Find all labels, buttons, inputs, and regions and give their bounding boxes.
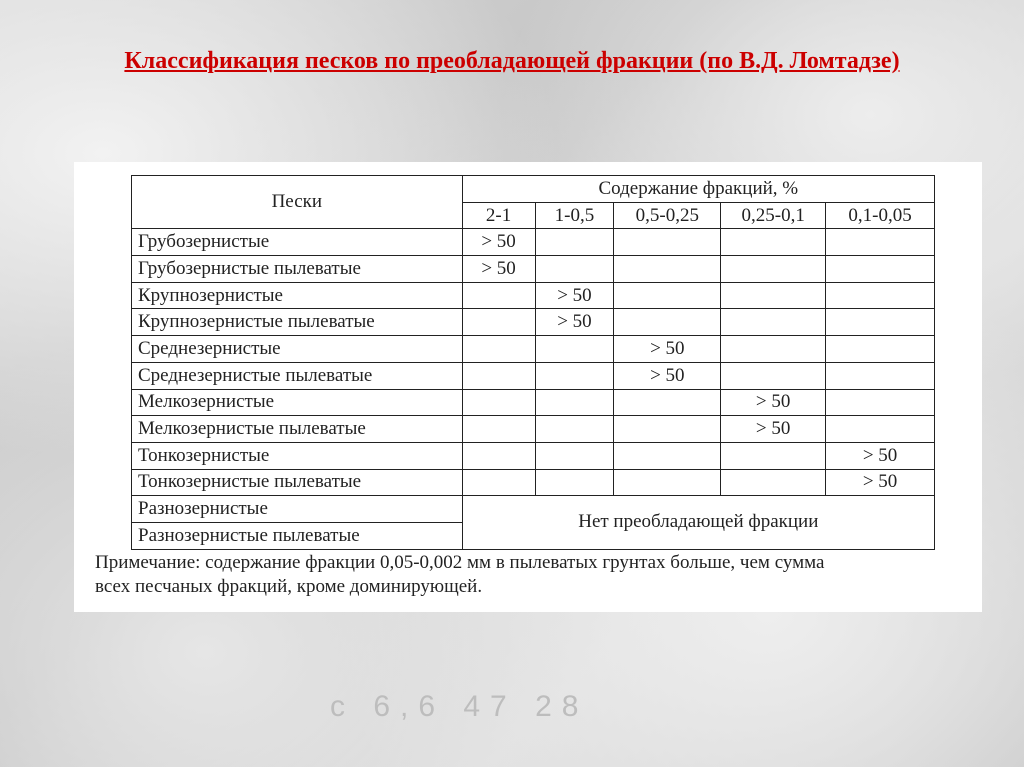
fraction-column-header: 0,5-0,25 xyxy=(614,202,721,229)
fraction-column-header: 0,25-0,1 xyxy=(721,202,826,229)
fraction-value-cell xyxy=(462,282,535,309)
fraction-value-cell xyxy=(462,362,535,389)
fraction-value-cell xyxy=(535,416,614,443)
fractions-group-header: Содержание фракций, % xyxy=(462,176,934,203)
sand-type-cell: Грубозернистые пылеватые xyxy=(132,256,463,283)
fraction-value-cell xyxy=(614,229,721,256)
fraction-value-cell xyxy=(535,336,614,363)
table-row xyxy=(132,229,935,256)
fraction-value-cell xyxy=(462,389,535,416)
fraction-value-cell xyxy=(721,362,826,389)
fraction-value-cell: > 50 xyxy=(462,256,535,283)
table-row xyxy=(132,282,935,309)
table-row xyxy=(132,309,935,336)
fraction-value-cell xyxy=(535,389,614,416)
fraction-value-cell xyxy=(535,256,614,283)
table-row xyxy=(132,416,935,443)
fraction-value-cell: > 50 xyxy=(721,389,826,416)
fraction-value-cell: > 50 xyxy=(614,336,721,363)
fraction-value-cell xyxy=(614,416,721,443)
sand-type-cell: Тонкозернистые пылеватые xyxy=(132,469,463,496)
fraction-value-cell xyxy=(826,256,935,283)
sand-type-cell: Крупнозернистые пылеватые xyxy=(132,309,463,336)
sand-type-cell: Грубозернистые xyxy=(132,229,463,256)
background-watermark: с 6,6 47 28 xyxy=(330,690,589,723)
fraction-value-cell: > 50 xyxy=(462,229,535,256)
fraction-value-cell: > 50 xyxy=(535,309,614,336)
fraction-column-header: 2-1 xyxy=(462,202,535,229)
table-row xyxy=(132,362,935,389)
fraction-value-cell xyxy=(721,309,826,336)
fraction-value-cell xyxy=(462,416,535,443)
sand-type-cell: Крупнозернистые xyxy=(132,282,463,309)
fraction-value-cell xyxy=(721,442,826,469)
fraction-value-cell xyxy=(462,442,535,469)
sand-type-cell: Разнозернистые xyxy=(132,496,463,523)
sand-classification-table xyxy=(131,175,935,550)
fraction-value-cell: > 50 xyxy=(826,469,935,496)
fraction-value-cell xyxy=(826,309,935,336)
fraction-value-cell xyxy=(826,362,935,389)
table-row xyxy=(132,389,935,416)
fraction-value-cell xyxy=(462,469,535,496)
sands-column-header: Пески xyxy=(132,176,463,229)
fraction-value-cell xyxy=(721,229,826,256)
fraction-value-cell: > 50 xyxy=(826,442,935,469)
fraction-value-cell: > 50 xyxy=(721,416,826,443)
fraction-value-cell xyxy=(462,309,535,336)
note-line: Примечание: содержание фракции 0,05-0,002 мм в пылеватых грунтах больше, чем сумма xyxy=(95,552,825,573)
table-row xyxy=(132,469,935,496)
fraction-value-cell xyxy=(721,256,826,283)
fraction-value-cell xyxy=(535,442,614,469)
fraction-value-cell xyxy=(721,282,826,309)
fraction-value-cell xyxy=(535,469,614,496)
table-row xyxy=(132,442,935,469)
fraction-value-cell xyxy=(721,336,826,363)
no-dominant-fraction-cell: Нет преобладающей фракции xyxy=(462,496,934,549)
fraction-value-cell xyxy=(614,442,721,469)
fraction-value-cell: > 50 xyxy=(535,282,614,309)
fraction-column-header: 1-0,5 xyxy=(535,202,614,229)
note-line: всех песчаных фракций, кроме доминирующей. xyxy=(95,576,483,597)
fraction-value-cell xyxy=(535,229,614,256)
table-row xyxy=(132,496,935,523)
fraction-value-cell xyxy=(826,336,935,363)
page-title: Классификация песков по преобладающей фракции (по В.Д. Ломтадзе) xyxy=(124,48,900,74)
fraction-value-cell xyxy=(826,229,935,256)
fraction-value-cell xyxy=(535,362,614,389)
fraction-value-cell xyxy=(614,469,721,496)
fraction-value-cell xyxy=(826,389,935,416)
fraction-value-cell xyxy=(614,282,721,309)
sand-type-cell: Разнозернистые пылеватые xyxy=(132,522,463,549)
fraction-value-cell xyxy=(826,416,935,443)
fraction-value-cell xyxy=(614,256,721,283)
sand-type-cell: Среднезернистые xyxy=(132,336,463,363)
fraction-value-cell xyxy=(462,336,535,363)
sand-type-cell: Мелкозернистые пылеватые xyxy=(132,416,463,443)
sand-type-cell: Мелкозернистые xyxy=(132,389,463,416)
fraction-column-header: 0,1-0,05 xyxy=(826,202,935,229)
fraction-value-cell xyxy=(826,282,935,309)
table-row xyxy=(132,256,935,283)
sand-type-cell: Среднезернистые пылеватые xyxy=(132,362,463,389)
fraction-value-cell xyxy=(614,389,721,416)
fraction-value-cell: > 50 xyxy=(614,362,721,389)
sand-type-cell: Тонкозернистые xyxy=(132,442,463,469)
table-note xyxy=(95,551,975,599)
fraction-value-cell xyxy=(614,309,721,336)
fraction-value-cell xyxy=(721,469,826,496)
table-row xyxy=(132,336,935,363)
